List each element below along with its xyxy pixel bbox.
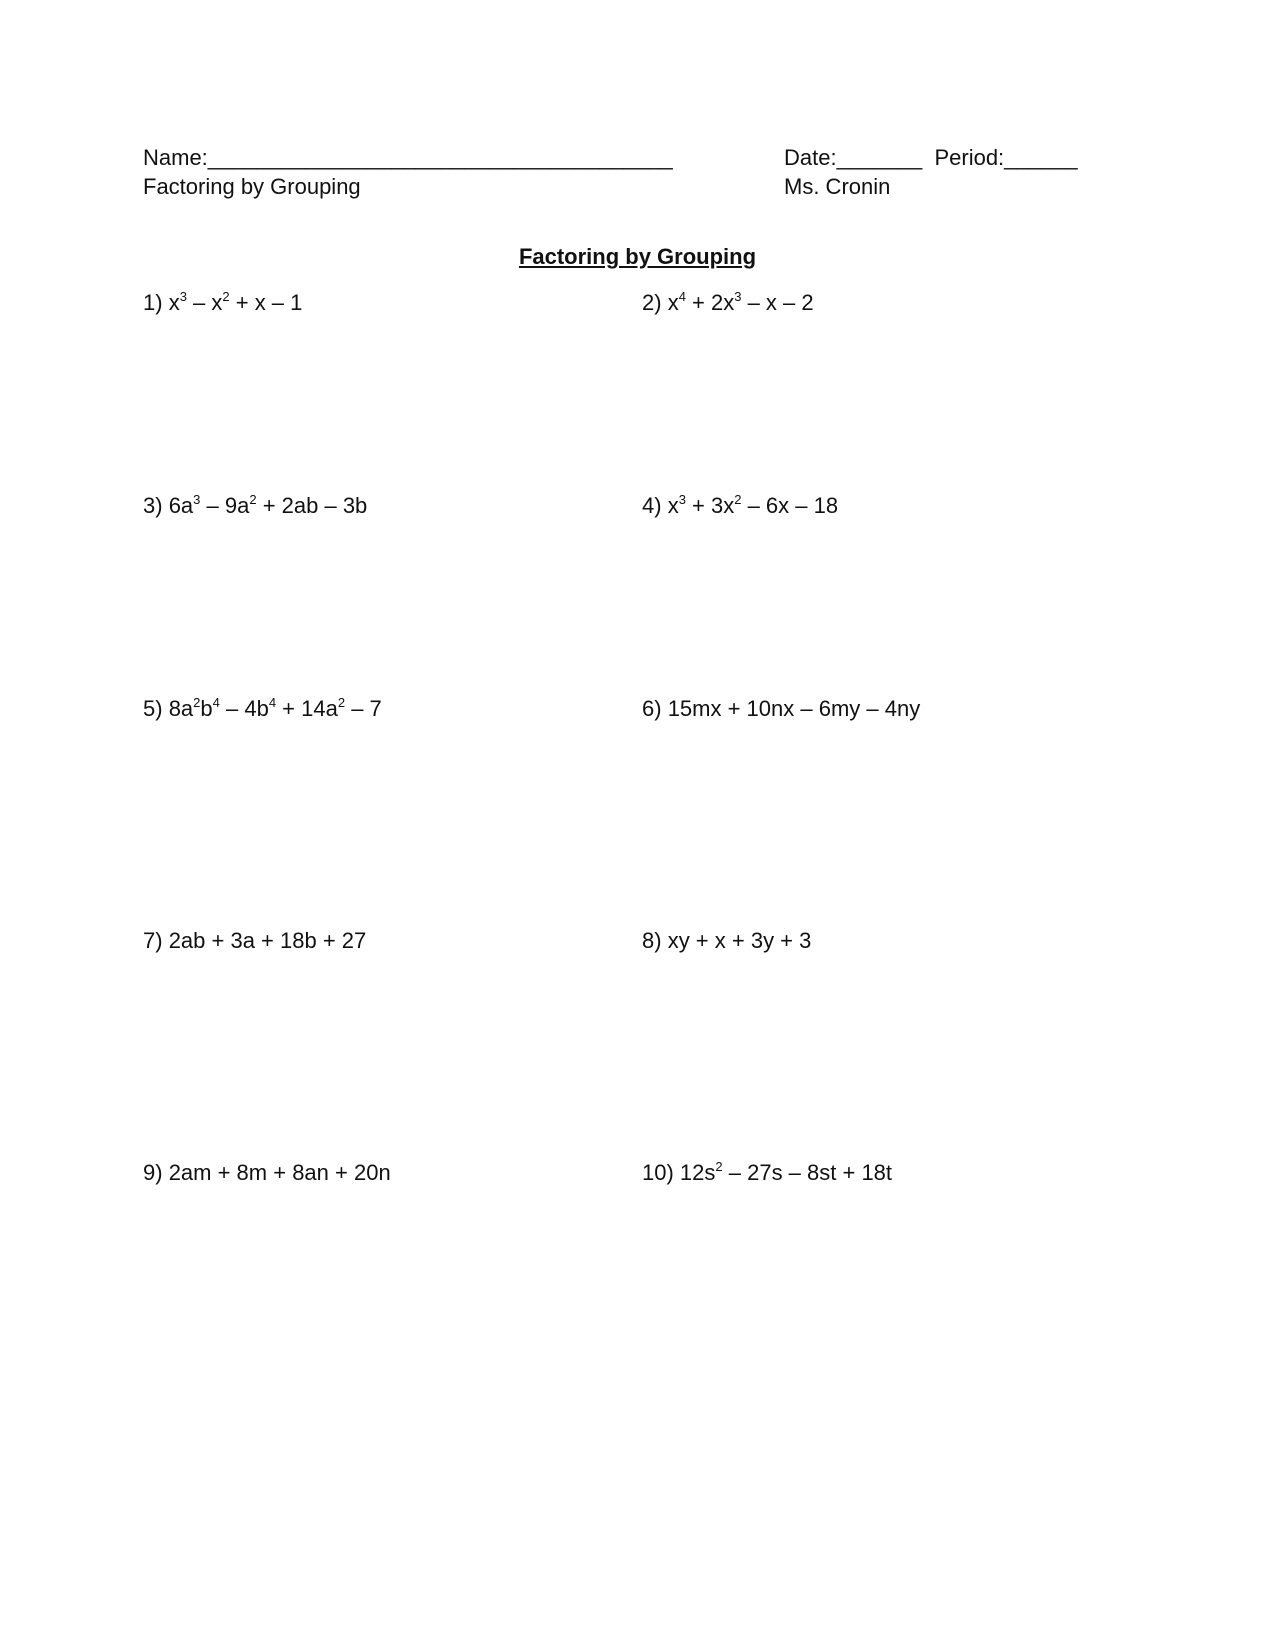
exponent: 3 [179, 288, 187, 304]
exponent: 2 [193, 694, 201, 710]
problem-7 [143, 926, 366, 956]
expression-term: + 2x [685, 290, 735, 315]
exponent: 2 [249, 491, 257, 507]
problem-8 [642, 926, 811, 956]
problem-number: 3) [143, 493, 169, 518]
exponent: 3 [678, 491, 686, 507]
problem-number: 1) [143, 290, 169, 315]
expression-term: – 9a [200, 493, 250, 518]
worksheet-subtitle: Factoring by Grouping [143, 174, 361, 199]
expression-term: – 7 [345, 696, 382, 721]
exponent: 2 [222, 288, 230, 304]
expression-term: – 4b [219, 696, 269, 721]
exponent: 4 [212, 694, 220, 710]
teacher-name: Ms. Cronin [784, 174, 891, 199]
problem-number: 4) [642, 493, 668, 518]
problem-6 [642, 694, 920, 724]
exponent: 3 [734, 288, 742, 304]
expression-term: xy + x + 3y + 3 [667, 928, 812, 953]
expression-term: 8a [168, 696, 194, 721]
problem-5 [143, 694, 382, 724]
expression-term: – x – 2 [741, 290, 814, 315]
expression-term: + 2ab – 3b [256, 493, 368, 518]
date-period-label: Date:_______ Period:______ [784, 145, 1078, 170]
expression-term: + x – 1 [229, 290, 303, 315]
problem-number: 2) [642, 290, 668, 315]
name-field-label: Name:______________________________________ [143, 145, 673, 170]
expression-term: + 3x [685, 493, 735, 518]
problem-number: 8) [642, 928, 668, 953]
page-title: Factoring by Grouping [518, 244, 757, 269]
exponent: 2 [715, 1158, 723, 1174]
problem-9 [143, 1158, 391, 1188]
expression-term: 2am + 8m + 8an + 20n [168, 1160, 391, 1185]
problem-number: 6) [642, 696, 668, 721]
exponent: 4 [268, 694, 277, 710]
expression-term: x [168, 290, 180, 315]
exponent: 2 [337, 694, 346, 710]
expression-term: 12s [679, 1160, 716, 1185]
expression-term: x [667, 290, 679, 315]
problem-2 [642, 288, 814, 318]
expression-term: + 14a [276, 696, 338, 721]
exponent: 2 [734, 491, 742, 507]
expression-term: – 6x – 18 [741, 493, 839, 518]
expression-term: x [667, 493, 679, 518]
problem-3 [143, 491, 367, 521]
expression-term: – 27s – 8st + 18t [722, 1160, 893, 1185]
expression-term: 6a [168, 493, 194, 518]
problem-10 [642, 1158, 892, 1188]
problem-number: 9) [143, 1160, 169, 1185]
exponent: 4 [678, 288, 686, 304]
exponent: 3 [193, 491, 201, 507]
problem-number: 7) [143, 928, 169, 953]
expression-term: 15mx + 10nx – 6my – 4ny [667, 696, 921, 721]
problem-1 [143, 288, 302, 318]
problem-number: 5) [143, 696, 169, 721]
expression-term: b [200, 696, 213, 721]
problem-4 [642, 491, 838, 521]
expression-term: 2ab + 3a + 18b + 27 [168, 928, 367, 953]
problem-number: 10) [642, 1160, 680, 1185]
expression-term: – x [186, 290, 223, 315]
